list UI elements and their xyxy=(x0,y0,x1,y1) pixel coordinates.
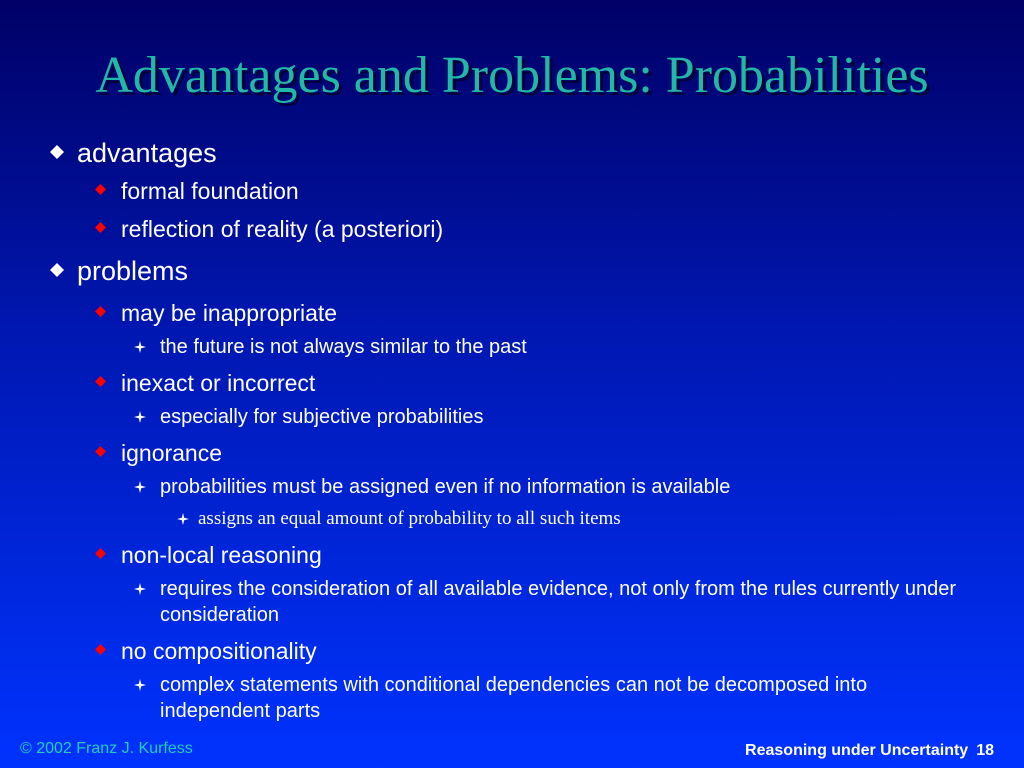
bullet-problems xyxy=(0,254,1024,288)
diamond-bullet-icon xyxy=(95,446,106,457)
star-bullet-icon xyxy=(134,341,146,353)
bullet-list xyxy=(0,136,1024,724)
bullet-subjective-probabilities xyxy=(0,404,1024,430)
bullet-reflection-of-reality xyxy=(0,214,1024,244)
bullet-consideration-of-evidence xyxy=(0,576,1024,628)
bullet-text: complex statements with conditional dependencies can not be decomposed into independent parts xyxy=(160,674,868,722)
page-number: 18 xyxy=(976,742,994,759)
bullet-text: non-local reasoning xyxy=(121,542,322,568)
footer-copyright: © 2002 Franz J. Kurfess xyxy=(20,740,193,757)
bullet-text: advantages xyxy=(77,138,217,168)
bullet-may-be-inappropriate xyxy=(0,298,1024,328)
bullet-text: probabilities must be assigned even if no information is available xyxy=(160,476,731,498)
star-bullet-icon xyxy=(134,481,146,493)
bullet-must-be-assigned xyxy=(0,474,1024,500)
bullet-equal-amount xyxy=(0,506,1024,532)
bullet-text: requires the consideration of all available evidence, not only from the rules currently under consideration xyxy=(160,578,956,626)
bullet-no-compositionality xyxy=(0,636,1024,666)
diamond-bullet-icon xyxy=(95,306,106,317)
star-bullet-icon xyxy=(177,513,189,525)
diamond-bullet-icon xyxy=(95,548,106,559)
bullet-text: problems xyxy=(77,256,189,286)
footer-course-name: Reasoning under Uncertainty xyxy=(745,742,969,759)
diamond-bullet-icon xyxy=(50,145,64,159)
star-bullet-icon xyxy=(134,679,146,691)
bullet-inexact-or-incorrect xyxy=(0,368,1024,398)
bullet-non-local-reasoning xyxy=(0,540,1024,570)
slide-title: Advantages and Problems: Probabilities xyxy=(95,47,929,104)
bullet-text: formal foundation xyxy=(121,178,299,204)
bullet-text: ignorance xyxy=(121,440,223,466)
bullet-text: the future is not always similar to the past xyxy=(160,336,527,358)
bullet-future-not-similar xyxy=(0,334,1024,360)
star-bullet-icon xyxy=(134,411,146,423)
diamond-bullet-icon xyxy=(95,222,106,233)
bullet-text: assigns an equal amount of probability to all such items xyxy=(198,508,621,529)
bullet-text: especially for subjective probabilities xyxy=(160,406,484,428)
diamond-bullet-icon xyxy=(50,263,64,277)
bullet-complex-statements xyxy=(0,672,1024,724)
bullet-formal-foundation xyxy=(0,176,1024,206)
footer-course-title xyxy=(745,742,994,760)
bullet-text: reflection of reality (a posteriori) xyxy=(121,216,444,242)
diamond-bullet-icon xyxy=(95,376,106,387)
star-bullet-icon xyxy=(134,583,146,595)
diamond-bullet-icon xyxy=(95,184,106,195)
bullet-ignorance xyxy=(0,438,1024,468)
bullet-text: inexact or incorrect xyxy=(121,370,316,396)
bullet-advantages xyxy=(0,136,1024,170)
bullet-text: no compositionality xyxy=(121,638,317,664)
diamond-bullet-icon xyxy=(95,644,106,655)
bullet-text: may be inappropriate xyxy=(121,300,338,326)
